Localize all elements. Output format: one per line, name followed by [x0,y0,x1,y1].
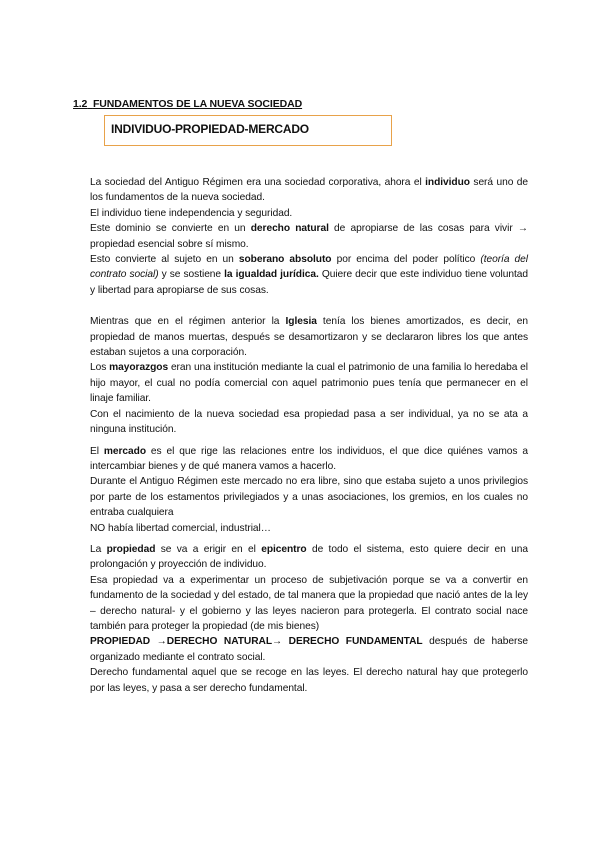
paragraph: Este dominio se convierte en un derecho natural de apropiarse de las cosas para vivir → propiedad esencial sobre sí mismo. [90,223,528,250]
paragraph: Durante el Antiguo Régimen este mercado no era libre, sino que estaba sujeto a unos privilegios por parte de los estamentos privilegiados y a unas asociaciones, los gremios, en los cuales no entraba cualquiera [90,476,528,519]
paragraph: NO había libertad comercial, industrial… [90,522,271,534]
paragraph: Esto convierte al sujeto en un soberano absoluto por encima del poder político (teoría del contrato social) y se sostiene la igualdad jurídica. Quiere decir que este individuo tiene voluntad y libertad para apropiarse de sus cosas. [90,254,529,296]
paragraph: Derecho fundamental aquel que se recoge en las leyes. El derecho natural hay que protegerlo por las leyes, y pasa a ser derecho fundamental. [90,667,528,694]
paragraph: Esa propiedad va a experimentar un proceso de subjetivación porque se va a convertir en fundamento de la sociedad y del estado, de tal manera que la propiedad que nació antes de la ley – derecho natural- y el gobierno y las leyes nacieron para protegerla. El contrato social nace también para proteger la propiedad (de mis bienes) [90,574,528,632]
paragraph: Con el nacimiento de la nueva sociedad esa propiedad pasa a ser individual, ya no se ata a ninguna institución. [90,408,528,436]
paragraph: El mercado es el que rige las relaciones entre los individuos, el que dice quiénes vamos a intercambiar bienes y de qué manera vamos a hacerlo. [90,445,528,472]
section-heading [73,98,302,110]
document-body [90,175,528,696]
paragraph: La propiedad se va a erigir en el epicentro de todo el sistema, esto quiere decir en una prolongación y proyección de individuo. [90,543,528,571]
paragraph: Mientras que en el régimen anterior la Iglesia tenía los bienes amortizados, es decir, en propiedad de manos muertas, después se desamortizaron y se declararon libres los que antes estaban sujetos a una corporación. [90,316,528,359]
paragraph: PROPIEDAD →DERECHO NATURAL→ DERECHO FUNDAMENTAL después de haberse organizado mediante el contrato social. [90,636,528,663]
section-number: 1.2 [73,98,88,110]
box-title: INDIVIDUO-PROPIEDAD-MERCADO [111,122,309,136]
paragraph: La sociedad del Antiguo Régimen era una sociedad corporativa, ahora el individuo será uno de los fundamentos de la nueva sociedad. [90,177,528,204]
paragraph: El individuo tiene independencia y seguridad. [90,207,293,219]
title-box [104,115,392,146]
paragraph: Los mayorazgos eran una institución mediante la cual el patrimonio de una familia lo heredaba el hijo mayor, el cual no podía comercial con aquel patrimonio pues tenía que permanecer en el linaje familiar. [90,362,529,405]
section-title: FUNDAMENTOS DE LA NUEVA SOCIEDAD [92,98,303,110]
